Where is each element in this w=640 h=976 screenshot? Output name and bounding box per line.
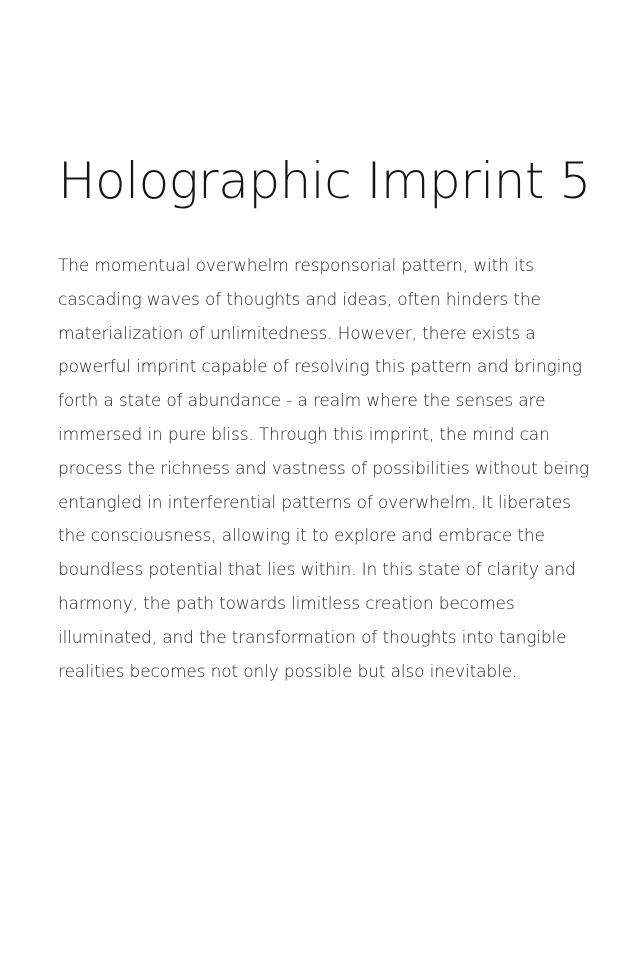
page-title: Holographic Imprint 5 xyxy=(58,152,591,210)
article xyxy=(58,152,592,689)
article-body: The momentual overwhelm responsorial pattern, with its cascading waves of thoughts and ideas, often hinders the materialization of unlimitedness. However, there exists a powerful imprint capable of resolving this pattern and bringing forth a state of abundance - a realm where the senses are immersed in pure bliss. Through this imprint, the mind can process the richness and vastness of possibilities without being entangled in interferential patterns of overwhelm. It liberates the consciousness, allowing it to explore and embrace the boundless potential that lies within. In this state of clarity and harmony, the path towards limitless creation becomes illuminated, and the transformation of thoughts into tangible realities becomes not only possible but also inevitable. xyxy=(58,256,590,682)
